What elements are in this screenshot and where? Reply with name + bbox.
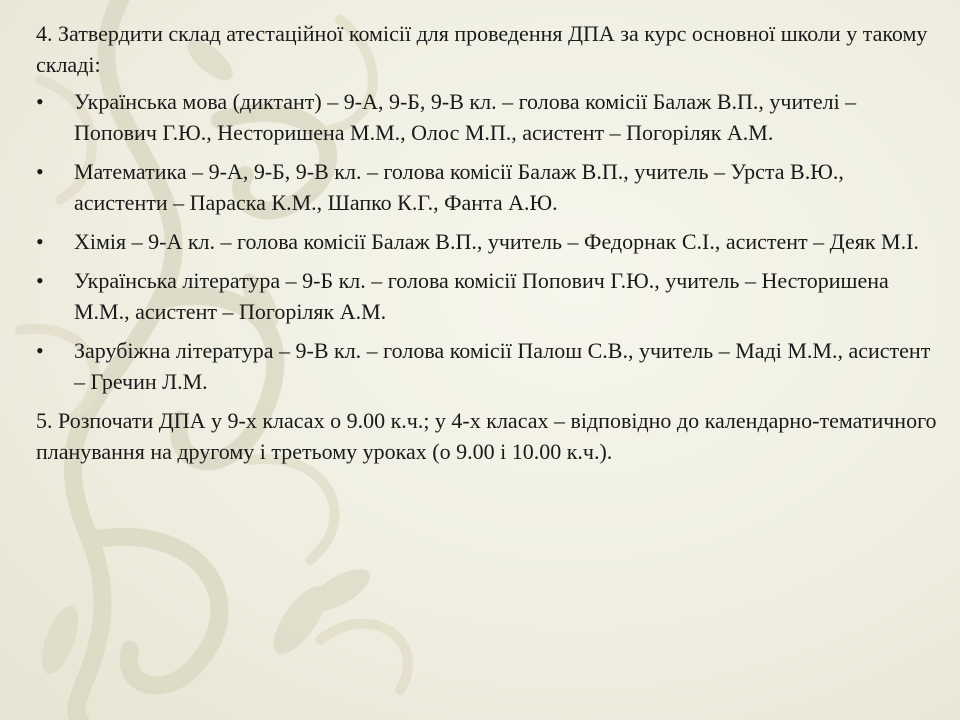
list-item-text: Хімія – 9-А кл. – голова комісії Балаж В.П., учитель – Федорнак С.І., асистент – Деяк М.І. xyxy=(74,229,919,254)
list-item-text: Українська література – 9-Б кл. – голова комісії Попович Г.Ю., учитель – Несторишена М.М., асистент – Погоріляк А.М. xyxy=(74,268,889,324)
list-item xyxy=(36,335,942,397)
list-item-text: Українська мова (диктант) – 9-А, 9-Б, 9-В кл. – голова комісії Балаж В.П., учителі – Попович Г.Ю., Несторишена М.М., Олос М.П., асистент – Погоріляк А.М. xyxy=(74,89,857,145)
slide-content xyxy=(36,18,942,473)
bullet-icon: • xyxy=(36,268,44,293)
bullet-icon: • xyxy=(36,159,44,184)
bullet-icon: • xyxy=(36,229,44,254)
item-4-text: 4. Затвердити склад атестаційної комісії для проведення ДПА за курс основної школи у такому складі: xyxy=(36,21,928,77)
list-item xyxy=(36,226,942,257)
list-item xyxy=(36,156,942,218)
list-item xyxy=(36,265,942,327)
bullet-icon: • xyxy=(36,89,44,114)
bullet-icon: • xyxy=(36,338,44,363)
list-item-text: Математика – 9-А, 9-Б, 9-В кл. – голова комісії Балаж В.П., учитель – Урста В.Ю., асистенти – Параска К.М., Шапко К.Г., Фанта А.Ю. xyxy=(74,159,844,215)
list-item-text: Зарубіжна література – 9-В кл. – голова комісії Палош С.В., учитель – Маді М.М., асистент – Гречин Л.М. xyxy=(74,338,931,394)
commission-list xyxy=(36,86,942,397)
list-item xyxy=(36,86,942,148)
item-5-text: 5. Розпочати ДПА у 9-х класах о 9.00 к.ч.; у 4-х класах – відповідно до календарно-тематичного планування на другому і третьому уроках (о 9.00 і 10.00 к.ч.). xyxy=(36,408,937,464)
